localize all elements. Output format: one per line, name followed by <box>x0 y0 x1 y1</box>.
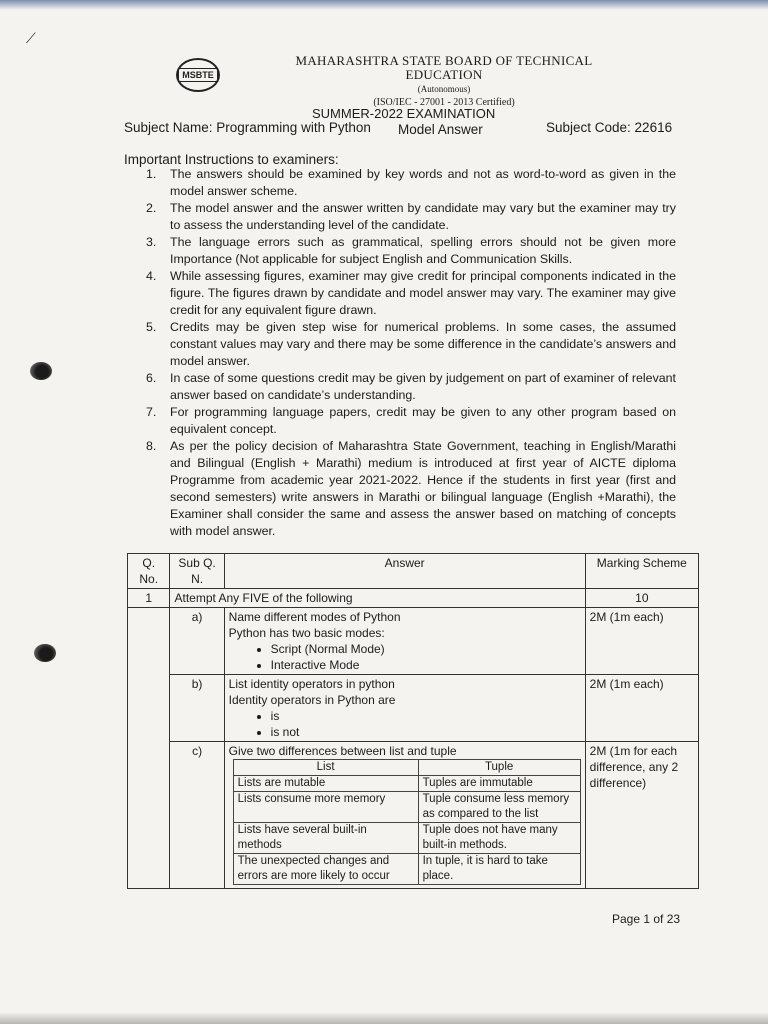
instruction-text: For programming language papers, credit may be given to any other program based on equivalent concept. <box>170 405 676 436</box>
tuple-cell: In tuple, it is hard to take place. <box>418 854 580 885</box>
instruction-item <box>146 370 676 404</box>
marks-cell: 2M (1m each) <box>585 608 698 675</box>
pen-mark: ⟋ <box>26 30 36 46</box>
instruction-item <box>146 268 676 319</box>
answer-cell <box>224 675 585 742</box>
answer-table <box>127 553 699 889</box>
instruction-item <box>146 319 676 370</box>
instruction-item <box>146 200 676 234</box>
tuple-cell: Tuple consume less memory as compared to the list <box>418 792 580 823</box>
instruction-text: In case of some questions credit may be given by judgement on part of examiner of relevant answer based on candidate’s understanding. <box>170 371 676 402</box>
q-number-cell <box>128 608 170 889</box>
sub-q-label: b) <box>170 675 224 742</box>
instruction-number: 5. <box>146 320 157 334</box>
list-item: • Interactive Mode <box>271 657 581 673</box>
instruction-text: The model answer and the answer written by candidate may vary but the examiner may try to assess the understanding level of the candidate. <box>170 201 676 232</box>
instruction-number: 2. <box>146 201 157 215</box>
table-row <box>128 675 699 742</box>
section-title: Attempt Any FIVE of the following <box>170 589 585 608</box>
answer-intro: Identity operators in Python are <box>228 693 396 707</box>
answer-intro: Python has two basic modes: <box>228 626 385 640</box>
answer-cell <box>224 742 585 889</box>
punch-hole-upper <box>30 362 52 380</box>
instruction-item <box>146 438 676 540</box>
list-cell: Lists are mutable <box>233 776 418 792</box>
instructions-list <box>146 166 676 540</box>
instruction-text: As per the policy decision of Maharashtra State Government, teaching in English/Marathi and Bilingual (English + Marathi) medium is introduced at first year of AICTE diploma Programme from academic year 2021-2022. Hence if the students in first year (first and second semesters) write answers in Marathi or bilingual language (English +Marathi), the Examiner shall consider the same and assess the answer based on matching of concepts with model answer. <box>170 439 676 538</box>
list-item: • Script (Normal Mode) <box>271 641 581 657</box>
subject-code: Subject Code: 22616 <box>546 120 673 135</box>
subject-name: Subject Name: Programming with Python <box>124 120 371 135</box>
punch-hole-lower <box>34 644 56 662</box>
board-logo <box>176 58 220 92</box>
instructions-title: Important Instructions to examiners: <box>124 152 339 167</box>
exam-title: SUMMER-2022 EXAMINATION <box>312 106 496 121</box>
instruction-item <box>146 166 676 200</box>
instruction-text: While assessing figures, examiner may give credit for principal components indicated in the figure. The figures drawn by candidate and model answer may vary. The examiner may give credit for any equivalent figure drawn. <box>170 269 676 317</box>
column-list: List <box>233 760 418 776</box>
answer-list <box>229 708 581 740</box>
board-name: MAHARASHTRA STATE BOARD OF TECHNICAL EDUCATION <box>295 53 593 82</box>
table-header-row <box>128 554 699 589</box>
instruction-number: 3. <box>146 235 157 249</box>
marks-cell: 2M (1m for each difference, any 2 difference) <box>585 742 698 889</box>
instruction-number: 1. <box>146 167 157 181</box>
comparison-table <box>233 759 581 885</box>
instruction-item <box>146 234 676 268</box>
list-item: • is not <box>271 724 581 740</box>
page-number: Page 1 of 23 <box>612 912 681 926</box>
table-row <box>128 742 699 889</box>
column-tuple: Tuple <box>418 760 580 776</box>
section-marks: 10 <box>585 589 698 608</box>
header-q-no: Q. No. <box>128 554 170 589</box>
instruction-text: The language errors such as grammatical, spelling errors should not be given more Importance (Not applicable for subject English and Communication Skills. <box>170 235 676 266</box>
tuple-cell: Tuples are immutable <box>418 776 580 792</box>
comparison-row <box>233 776 580 792</box>
marks-cell: 2M (1m each) <box>585 675 698 742</box>
answer-cell <box>224 608 585 675</box>
comparison-header-row <box>233 760 580 776</box>
answer-list <box>229 641 581 673</box>
board-iso: (ISO/IEC - 27001 - 2013 Certified) <box>373 97 515 108</box>
page-edge-top <box>0 0 768 10</box>
comparison-row <box>233 792 580 823</box>
board-header <box>264 54 624 110</box>
header-sub-q: Sub Q. N. <box>170 554 224 589</box>
table-row <box>128 608 699 675</box>
instruction-number: 4. <box>146 269 157 283</box>
instruction-text: Credits may be given step wise for numerical problems. In some cases, the assumed constant values may vary and there may be some difference in the candidate’s answers and model answer. <box>170 320 676 368</box>
list-item: • is <box>271 708 581 724</box>
question-title: Give two differences between list and tuple <box>228 744 457 758</box>
comparison-row <box>233 854 580 885</box>
section-q-number: 1 <box>128 589 170 608</box>
list-cell: The unexpected changes and errors are more likely to occur <box>233 854 418 885</box>
tuple-cell: Tuple does not have many built-in methods. <box>418 823 580 854</box>
list-cell: Lists have several built-in methods <box>233 823 418 854</box>
instruction-number: 7. <box>146 405 157 419</box>
instruction-text: The answers should be examined by key words and not as word-to-word as given in the model answer scheme. <box>170 167 676 198</box>
board-logo-text: MSBTE <box>178 68 218 82</box>
instruction-number: 6. <box>146 371 157 385</box>
list-cell: Lists consume more memory <box>233 792 418 823</box>
question-title: Name different modes of Python <box>228 610 401 624</box>
page-edge-bottom <box>0 1012 768 1024</box>
model-answer-label: Model Answer <box>398 122 483 137</box>
instruction-item <box>146 404 676 438</box>
section-row <box>128 589 699 608</box>
sub-q-label: c) <box>170 742 224 889</box>
board-autonomous: (Autonomous) <box>417 84 471 94</box>
question-title: List identity operators in python <box>228 677 395 691</box>
header-answer: Answer <box>224 554 585 589</box>
sub-q-label: a) <box>170 608 224 675</box>
header-marking-scheme: Marking Scheme <box>585 554 698 589</box>
instruction-number: 8. <box>146 439 157 453</box>
comparison-row <box>233 823 580 854</box>
